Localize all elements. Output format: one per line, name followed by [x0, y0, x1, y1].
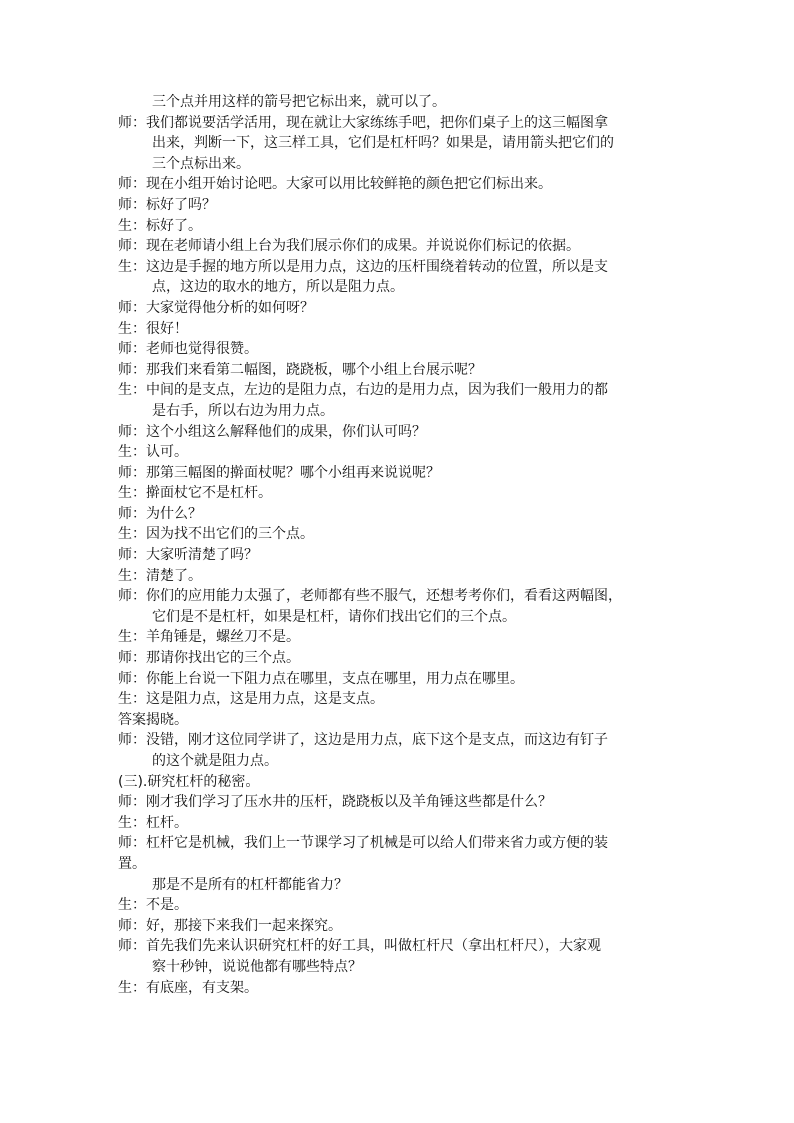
speaker-label: 生： [118, 629, 146, 646]
text-line [118, 154, 684, 175]
dialogue-text [118, 92, 684, 998]
text-line [118, 916, 684, 937]
line-text: 好，那接下来我们一起来探究。 [146, 917, 342, 934]
text-line [118, 730, 684, 751]
line-text: 察十秒钟，说说他都有哪些特点？ [152, 958, 362, 975]
text-line [118, 401, 684, 422]
line-text: 出来，判断一下，这三样工具，它们是杠杆吗？如果是，请用箭头把它们的 [152, 135, 614, 152]
speaker-label: 师： [118, 114, 146, 131]
text-line [118, 607, 684, 628]
text-line [118, 648, 684, 669]
text-line [118, 483, 684, 504]
text-line [118, 442, 684, 463]
line-text: 是右手，所以右边为用力点。 [152, 402, 334, 419]
line-text: 很好！ [146, 320, 188, 337]
line-text: (三).研究杠杆的秘密。 [118, 773, 260, 790]
text-line [118, 463, 684, 484]
speaker-label: 生： [118, 485, 146, 502]
line-text: 现在老师请小组上台为我们展示你们的成果。并说说你们标记的依据。 [146, 238, 580, 255]
text-line [118, 92, 684, 113]
section-heading [118, 772, 684, 793]
speaker-label: 师： [118, 341, 146, 358]
speaker-label: 师： [118, 835, 146, 852]
line-text: 因为找不出它们的三个点。 [146, 526, 314, 543]
text-line [118, 895, 684, 916]
speaker-label: 师： [118, 588, 146, 605]
speaker-label: 师： [118, 196, 146, 213]
text-line [118, 689, 684, 710]
line-text: 答案揭晓。 [118, 711, 188, 728]
line-text: 三个点标出来。 [152, 155, 250, 172]
line-text: 不是。 [146, 897, 188, 914]
line-text: 杠杆它是机械，我们上一节课学习了机械是可以给人们带来省力或方便的装 [146, 835, 608, 852]
line-text: 首先我们先来认识研究杠杆的好工具，叫做杠杆尺（拿出杠杆尺），大家观 [146, 938, 601, 955]
line-text: 大家觉得他分析的如何呀？ [146, 299, 314, 316]
text-line [118, 854, 684, 875]
line-text: 擀面杖它不是杠杆。 [146, 485, 272, 502]
text-line [118, 174, 684, 195]
text-line [118, 751, 684, 772]
speaker-label: 生： [118, 444, 146, 461]
text-line [118, 422, 684, 443]
line-text: 有底座，有支架。 [146, 979, 258, 996]
line-text: 为什么？ [146, 505, 202, 522]
text-line [118, 936, 684, 957]
line-text: 置。 [118, 855, 146, 872]
text-line [118, 710, 684, 731]
text-line [118, 319, 684, 340]
text-line [118, 627, 684, 648]
line-text: 点，这边的取水的地方，所以是阻力点。 [152, 279, 404, 296]
line-text: 那是不是所有的杠杆都能省力？ [152, 876, 348, 893]
speaker-label: 师： [118, 547, 146, 564]
line-text: 你们的应用能力太强了，老师都有些不服气，还想考考你们，看看这两幅图， [146, 588, 622, 605]
line-text: 中间的是支点，左边的是阻力点，右边的是用力点，因为我们一般用力的都 [146, 382, 608, 399]
speaker-label: 师： [118, 917, 146, 934]
text-line [118, 113, 684, 134]
line-text: 这边是手握的地方所以是用力点，这边的压杆围绕着转动的位置，所以是支 [146, 258, 608, 275]
speaker-label: 师： [118, 650, 146, 667]
line-text: 大家听清楚了吗？ [146, 547, 258, 564]
text-line [118, 298, 684, 319]
speaker-label: 师： [118, 938, 146, 955]
text-line [118, 978, 684, 999]
text-line [118, 504, 684, 525]
speaker-label: 生： [118, 979, 146, 996]
line-text: 我们都说要活学活用，现在就让大家练练手吧，把你们桌子上的这三幅图拿 [146, 114, 608, 131]
line-text: 这个小组这么解释他们的成果，你们认可吗？ [146, 423, 426, 440]
text-line [118, 133, 684, 154]
line-text: 羊角锤是，螺丝刀不是。 [146, 629, 300, 646]
text-line [118, 360, 684, 381]
line-text: 的这个就是阻力点。 [152, 753, 278, 769]
text-line [118, 339, 684, 360]
line-text: 现在小组开始讨论吧。大家可以用比较鲜艳的颜色把它们标出来。 [146, 176, 552, 193]
speaker-label: 生： [118, 526, 146, 543]
line-text: 这是阻力点，这是用力点，这是支点。 [146, 691, 384, 708]
speaker-label: 师： [118, 670, 146, 687]
line-text: 那请你找出它的三个点。 [146, 650, 300, 667]
speaker-label: 生： [118, 691, 146, 708]
speaker-label: 师： [118, 299, 146, 316]
text-line [118, 566, 684, 587]
text-line [118, 669, 684, 690]
text-line [118, 216, 684, 237]
text-line [118, 257, 684, 278]
text-line [118, 277, 684, 298]
speaker-label: 师： [118, 361, 146, 378]
text-line [118, 813, 684, 834]
line-text: 杠杆。 [146, 814, 188, 831]
text-line [118, 875, 684, 896]
line-text: 那我们来看第二幅图，跷跷板，哪个小组上台展示呢？ [146, 361, 482, 378]
speaker-label: 师： [118, 238, 146, 255]
text-line [118, 586, 684, 607]
line-text: 你能上台说一下阻力点在哪里，支点在哪里，用力点在哪里。 [146, 670, 524, 687]
line-text: 没错，刚才这位同学讲了，这边是用力点，底下这个是支点，而这边有钉子 [146, 732, 608, 749]
line-text: 刚才我们学习了压水井的压杆，跷跷板以及羊角锤这些都是什么？ [146, 794, 552, 811]
line-text: 三个点并用这样的箭号把它标出来，就可以了。 [152, 94, 446, 110]
text-line [118, 236, 684, 257]
line-text: 清楚了。 [146, 567, 202, 584]
text-line [118, 792, 684, 813]
line-text: 认可。 [146, 444, 188, 461]
line-text: 标好了。 [146, 217, 202, 234]
line-text: 它们是不是杠杆，如果是杠杆，请你们找出它们的三个点。 [152, 608, 516, 625]
speaker-label: 生： [118, 567, 146, 584]
text-line [118, 957, 684, 978]
speaker-label: 师： [118, 464, 146, 481]
speaker-label: 生： [118, 382, 146, 399]
speaker-label: 师： [118, 423, 146, 440]
text-line [118, 524, 684, 545]
text-line [118, 380, 684, 401]
speaker-label: 生： [118, 897, 146, 914]
speaker-label: 生： [118, 814, 146, 831]
speaker-label: 师： [118, 505, 146, 522]
speaker-label: 生： [118, 258, 146, 275]
speaker-label: 生： [118, 217, 146, 234]
line-text: 那第三幅图的擀面杖呢？哪个小组再来说说呢？ [146, 464, 440, 481]
text-line [118, 545, 684, 566]
speaker-label: 师： [118, 732, 146, 749]
line-text: 老师也觉得很赞。 [146, 341, 258, 358]
speaker-label: 师： [118, 176, 146, 193]
speaker-label: 生： [118, 320, 146, 337]
text-line [118, 195, 684, 216]
speaker-label: 师： [118, 794, 146, 811]
text-line [118, 833, 684, 854]
line-text: 标好了吗？ [146, 196, 216, 213]
